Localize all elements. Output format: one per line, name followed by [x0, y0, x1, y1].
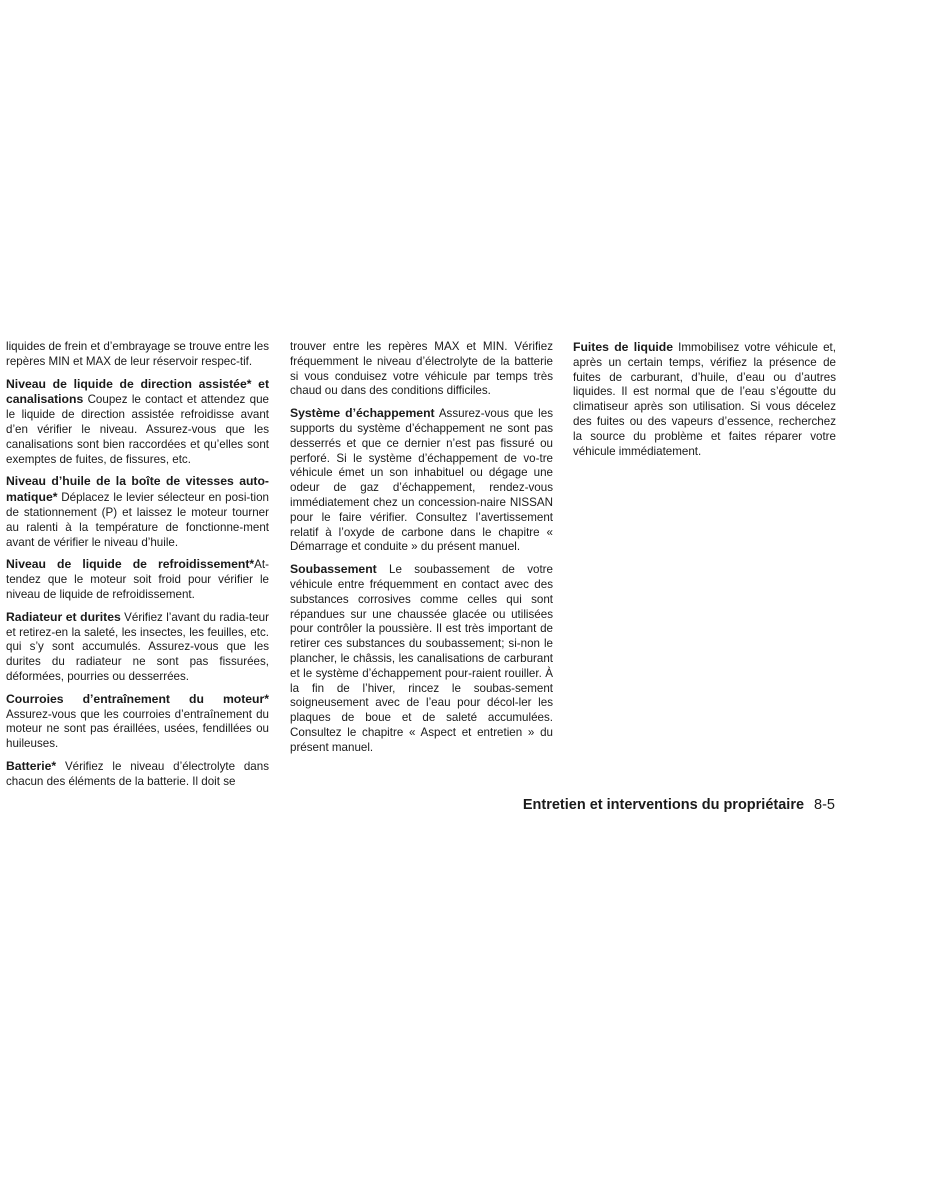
text-column-2: [290, 340, 553, 763]
paragraph-heading: Courroies d’entraînement du moteur*: [6, 691, 269, 706]
paragraph-heading: Niveau d’huile de la boîte de vitesses auto-matique*: [6, 474, 269, 505]
paragraph-heading: Niveau de liquide de refroidissement*: [6, 557, 255, 572]
paragraph-coolant: [6, 557, 269, 602]
page-number: 8-5: [814, 797, 835, 813]
paragraph-text: trouver entre les repères MAX et MIN. Vérifiez fréquemment le niveau d’électrolyte de la batterie si vous conduisez votre véhicule par temps très chaud ou dans des conditions difficiles.: [290, 340, 553, 398]
paragraph-text: At-tendez que le moteur soit froid pour vérifier le niveau de liquide de refroidissement.: [6, 558, 269, 601]
paragraph-text: Le soubassement de votre véhicule entre fréquemment en contact avec des substances corrosives comme celles qui sont répandues sur une chaussée glacée ou utilisées pour contrôler la poussière. Il est très important de retirer ces substances du soubassement; si-non le plancher, le châssis, les canalisations de carburant et le système d’échappement pour-raient rouiller. À la fin de l’hiver, rincez le soubas-sement soigneusement avec de l’eau pour décol-ler les plaques de boue et de saleté accumulées. Consultez le chapitre « Aspect et entretien » du présent manuel.: [290, 563, 553, 754]
paragraph-heading: Soubassement: [290, 562, 377, 577]
text-column-3: [573, 340, 836, 466]
paragraph-battery: [6, 759, 269, 790]
paragraph-text: Vérifiez le niveau d’électrolyte dans chacun des éléments de la batterie. Il doit se: [6, 759, 269, 788]
paragraph-brake-fluid-cont: [6, 340, 269, 370]
paragraph-heading: Radiateur et durites: [6, 609, 121, 624]
paragraph-heading: Batterie*: [6, 758, 57, 773]
paragraph-fluid-leaks: [573, 340, 836, 459]
paragraph-exhaust: [290, 406, 553, 555]
text-column-1: [6, 340, 269, 797]
paragraph-heading: Niveau de liquide de direction assistée* et canalisations: [6, 376, 269, 407]
paragraph-auto-transmission: [6, 474, 269, 550]
paragraph-text: Assurez-vous que les courroies d’entraînement du moteur ne sont pas éraillées, usées, fendillées ou huileuses.: [6, 707, 269, 751]
paragraph-text: liquides de frein et d’embrayage se trouve entre les repères MIN et MAX de leur réservoir respec-tif.: [6, 340, 269, 368]
paragraph-heading: Système d’échappement: [290, 406, 435, 421]
paragraph-text: Assurez-vous que les supports du système d’échappement ne sont pas desserrés et que ce dernier n’est pas fissuré ou perforé. Si le système d’échappement de vo-tre véhicule émet un son inhabituel ou dégage une odeur de gaz d’échappement, rendez-vous immédiatement chez un concession-naire NISSAN pour le faire vérifier. Consultez l’avertissement relatif à l’oxyde de carbone dans le chapitre « Démarrage et conduite » du présent manuel.: [290, 407, 553, 554]
page-footer: [0, 797, 835, 813]
paragraph-text: Coupez le contact et attendez que le liquide de direction assistée refroidisse avant d’en vérifier le niveau. Assurez-vous que les canalisations sont bien raccordées et qu’elles sont exemptes de fuites, de fissures, etc.: [6, 393, 269, 466]
paragraph-drive-belts: [6, 692, 269, 752]
paragraph-underbody: [290, 562, 553, 755]
section-title: Entretien et interventions du propriétaire: [522, 797, 805, 813]
paragraph-power-steering: [6, 377, 269, 468]
paragraph-heading: Fuites de liquide: [573, 340, 673, 354]
paragraph-text: Immobilisez votre véhicule et, après un certain temps, vérifiez la présence de fuites de carburant, d’huile, d’eau ou d’autres liquides. Il est normal que de l’eau s’égoutte du climatiseur après son utilisation. Si vous décelez des fuites ou des vapeurs d’essence, recherchez la source du problème et faites réparer votre véhicule immédiatement.: [573, 341, 836, 458]
paragraph-text: Vérifiez l’avant du radia-teur et retirez-en la saleté, les insectes, les feuilles, etc. qui s’y sont accumulés. Assurez-vous que les durites du radiateur ne sont pas fissurées, déformées, pourries ou desserrées.: [6, 610, 269, 683]
paragraph-text: Déplacez le levier sélecteur en posi-tion de stationnement (P) et laissez le moteur tourner au ralenti à la température de fonctionne-ment avant de vérifier le niveau d’huile.: [6, 491, 269, 549]
paragraph-radiator: [6, 610, 269, 685]
paragraph-battery-cont: [290, 340, 553, 399]
